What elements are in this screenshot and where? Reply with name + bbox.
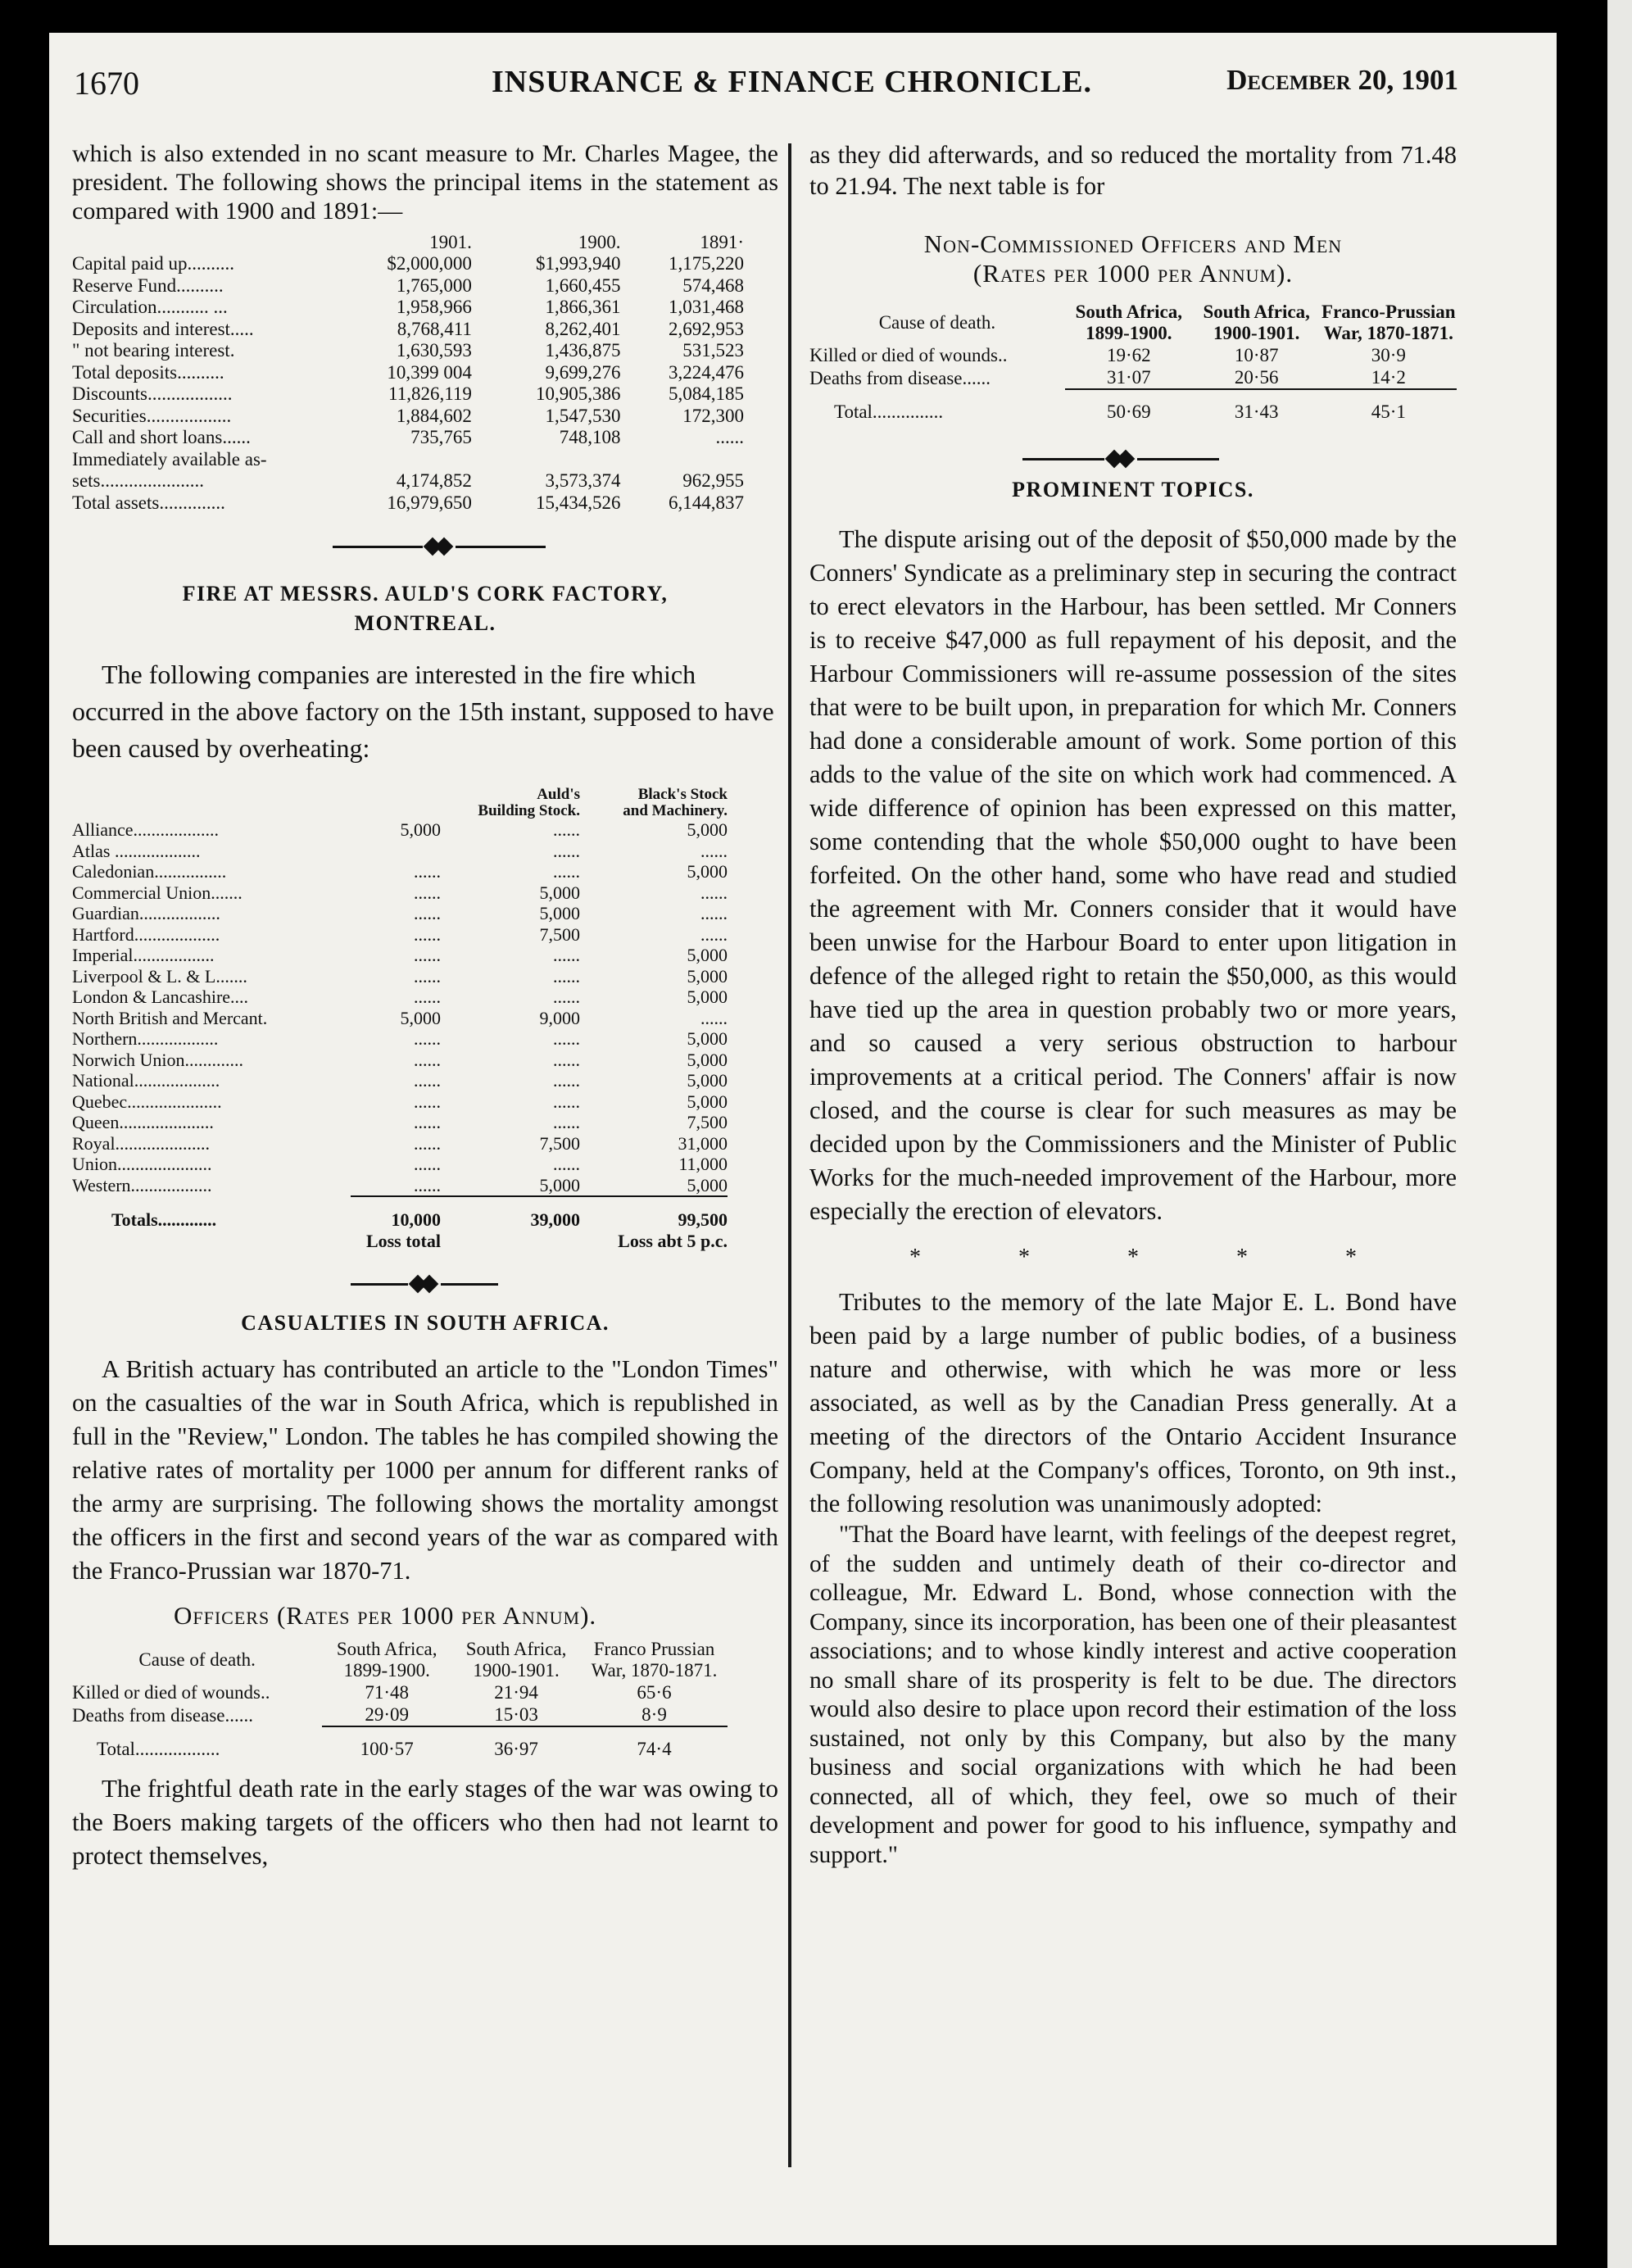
nco-total-c: 45·1 [1371, 401, 1406, 422]
table-row [72, 903, 728, 924]
auld-amount: ...... [414, 965, 441, 987]
value-1901: 1,958,966 [396, 297, 472, 317]
table-row [809, 344, 1457, 366]
auld-amount: ...... [414, 1174, 441, 1195]
table-row [72, 1008, 728, 1029]
black-amount: 5,000 [687, 819, 728, 840]
company-name: Commercial Union....... [72, 882, 243, 903]
value-1891: 2,692,953 [669, 318, 744, 339]
fire-total-c: 99,500 [678, 1209, 728, 1230]
value-1891: 3,224,476 [669, 361, 744, 383]
auld-amount: 5,000 [400, 819, 441, 840]
building-amount: ...... [553, 861, 580, 882]
fire-note-c: Loss abt 5 p.c. [618, 1230, 728, 1251]
value-1891 [620, 449, 744, 471]
auld-amount: ...... [414, 1049, 441, 1070]
building-amount: ...... [553, 1028, 580, 1049]
company-name: Caledonian................ [72, 861, 227, 882]
prominent-topics-heading: PROMINENT TOPICS. [1012, 478, 1254, 501]
fire-companies-table [72, 787, 728, 1251]
table-row [72, 861, 728, 882]
building-amount: ...... [553, 1049, 580, 1070]
building-amount: ...... [553, 1154, 580, 1174]
tribute-paragraph: Tributes to the memory of the late Major E. L. Bond have been paid by a large number of public bodies, of a business nature and otherwise, with which he was more or less associated, as well as by the Canadian Press generally. At a meeting of the directors of the Ontario Accident Insurance Company, held at the Company's offices, Toronto, on 9th inst., the following resolution was unanimously adopted: [809, 1288, 1457, 1517]
value-1900: 1,436,875 [545, 340, 621, 361]
nco-h0: Cause of death. [878, 312, 996, 333]
value-1891: 172,300 [682, 405, 744, 426]
cause-of-death: Deaths from disease...... [72, 1704, 253, 1726]
ornament-divider [72, 1276, 778, 1292]
black-amount: 11,000 [678, 1154, 728, 1174]
casualties-paragraph: A British actuary has contributed an article to the "London Times" on the casualties of the war in South Africa, which is republished in full in the "Review," London. The tables he has compiled showing the relative rates of mortality per 1000 per annum for different ranks of the army are surprising. The following shows the mortality amongst the officers in the first and second years of the war as compared with the Franco-Prussian war 1870-71. [72, 1355, 778, 1585]
continuation-paragraph: as they did afterwards, and so reduced the mortality from 71.48 to 21.94. The next table is for [809, 141, 1457, 200]
cause-of-death: Killed or died of wounds.. [72, 1682, 270, 1703]
row-label: Deposits and interest..... [72, 318, 254, 339]
fire-col-auld-b: Building Stock. [478, 802, 580, 819]
officers-h2: South Africa, 1900-1901. [465, 1639, 567, 1681]
section-stars: * * * * * [909, 1245, 1403, 1270]
company-name: Hartford................... [72, 923, 220, 945]
row-label: Total assets.............. [72, 492, 225, 513]
rate-1899: 71·48 [365, 1682, 410, 1703]
row-label: " not bearing interest. [72, 340, 235, 361]
table-row [72, 924, 728, 946]
building-amount: 5,000 [539, 903, 580, 923]
black-amount: ...... [700, 923, 728, 945]
building-amount: ...... [553, 840, 580, 861]
building-amount: 5,000 [539, 882, 580, 903]
officers-total-c: 74·4 [637, 1739, 672, 1759]
nco-total-a: 50·69 [1106, 401, 1151, 422]
nco-h2: South Africa, 1900-1901. [1203, 302, 1310, 343]
rate-1899: 29·09 [365, 1704, 410, 1725]
company-name: Alliance................... [72, 819, 220, 840]
rate-1870: 8·9 [641, 1704, 667, 1725]
table-row [72, 841, 728, 862]
nco-total-b: 31·43 [1234, 401, 1279, 422]
rate-1899: 19·62 [1106, 345, 1151, 365]
black-amount: ...... [700, 1007, 728, 1028]
building-amount: ...... [553, 819, 580, 840]
company-name: London & Lancashire.... [72, 987, 249, 1007]
officers-h1: South Africa, 1899-1900. [336, 1639, 437, 1681]
value-1901: 735,765 [410, 427, 472, 447]
building-amount: ...... [553, 965, 580, 987]
value-1900: 1,660,455 [545, 274, 621, 296]
rate-1870: 14·2 [1371, 367, 1406, 388]
nco-h1: South Africa, 1899-1900. [1075, 302, 1182, 343]
publication-title: INSURANCE & FINANCE CHRONICLE. [492, 65, 1093, 99]
building-amount: 7,500 [539, 1132, 580, 1154]
auld-amount: ...... [414, 1028, 441, 1049]
officers-h3: Franco Prussian War, 1870-1871. [591, 1639, 718, 1681]
auld-amount: ...... [414, 861, 441, 882]
nco-title-line1: Non-Commissioned Officers and Men [923, 229, 1343, 258]
fire-heading-line1: FIRE AT MESSRS. AULD'S CORK FACTORY, [182, 582, 669, 606]
row-label: Immediately available as- [72, 448, 267, 469]
row-label: Circulation........... ... [72, 297, 228, 317]
table-row [72, 275, 744, 297]
table-row [72, 1703, 728, 1726]
value-1901: 1,884,602 [396, 405, 472, 426]
financial-statement-table [72, 232, 744, 514]
value-1891: 962,955 [682, 470, 744, 491]
black-amount: 5,000 [687, 965, 728, 987]
value-1901: 8,768,411 [397, 318, 472, 339]
rate-1899: 31·07 [1106, 367, 1151, 388]
nco-title-line2: (Rates per 1000 per Annum). [972, 259, 1294, 288]
company-name: North British and Mercant. [72, 1007, 268, 1028]
value-1891: 574,468 [682, 274, 744, 296]
col-1891: 1891· [700, 232, 744, 252]
cause-of-death: Killed or died of wounds.. [809, 345, 1008, 365]
table-row [72, 1154, 728, 1175]
table-row [72, 297, 744, 319]
fire-col-black-b: and Machinery. [623, 802, 728, 819]
table-row [72, 819, 728, 841]
nco-table [809, 302, 1457, 423]
page-number: 1670 [74, 65, 139, 102]
rate-1870: 65·6 [637, 1682, 672, 1703]
table-row [72, 1175, 728, 1197]
rate-1900: 20·56 [1234, 367, 1279, 388]
value-1901: $2,000,000 [387, 253, 472, 274]
value-1900: 3,573,374 [545, 470, 621, 491]
officers-total-b: 36·97 [494, 1739, 538, 1759]
auld-amount: ...... [414, 1132, 441, 1154]
row-label: Discounts.................. [72, 383, 233, 404]
value-1900: $1,993,940 [535, 253, 621, 274]
ornament-divider [809, 451, 1457, 467]
black-amount: ...... [700, 840, 728, 861]
black-amount: 31,000 [678, 1132, 728, 1154]
fire-col-auld-a: Auld's [537, 786, 580, 803]
page-header [74, 64, 1458, 113]
table-row [72, 1112, 728, 1133]
black-amount: 7,500 [687, 1112, 728, 1132]
fire-col-black-a: Black's Stock [637, 786, 728, 803]
officers-title: Officers (Rates per 1000 per Annum). [174, 1601, 597, 1630]
value-1891: 5,084,185 [669, 383, 744, 404]
company-name: Queen..................... [72, 1112, 214, 1132]
building-amount: ...... [553, 1112, 580, 1132]
auld-amount: ...... [414, 1070, 441, 1091]
officers-h0: Cause of death. [138, 1649, 256, 1670]
table-row [72, 449, 744, 471]
company-name: Northern.................. [72, 1028, 219, 1049]
company-name: Union..................... [72, 1154, 212, 1174]
value-1891: ...... [715, 427, 744, 447]
row-label: sets...................... [72, 470, 204, 491]
company-name: Royal..................... [72, 1132, 211, 1154]
rate-1900: 10·87 [1234, 345, 1279, 365]
building-amount: 5,000 [539, 1174, 580, 1195]
table-row [72, 1050, 728, 1071]
table-row [72, 987, 728, 1008]
value-1901: 1,630,593 [396, 340, 472, 361]
fire-heading [72, 579, 778, 638]
issue-date: December 20, 1901 [1226, 64, 1458, 96]
black-amount: 5,000 [687, 861, 728, 882]
fire-note-a: Loss total [365, 1230, 441, 1251]
table-row [72, 1070, 728, 1091]
topics-paragraph: The dispute arising out of the deposit of $50,000 made by the Conners' Syndicate as a preliminary step in securing the contract to erect elevators in the Harbour, has been settled. Mr Conners is to receive $47,000 as full repayment of his deposit, and the Harbour Commissioners will re-assume possession of the sites that were to be built upon, in preparation for which Mr. Conners had done a considerable amount of work. Some portion of this adds to the value of the site on which work had commenced. A wide difference of opinion has been expressed on this matter, some contending that the whole $50,000 ought to have been forfeited. On the other hand, some who have read and studied the agreement with Mr. Conners consider that it would have been unwise for the Harbour Board to enter upon litigation in defence of the alleged right to retain the $50,000, as this would have tied up the area in question probably two or more years, and so caused a very serious obstruction to harbour improvements at a critical period. The Conners' affair is now closed, and the course is clear for such measures as may be decided upon by the Commissioners and the Minister of Public Works for the much-needed improvement of the Harbour, more especially the erection of elevators. [809, 525, 1457, 1225]
building-amount: ...... [553, 1091, 580, 1112]
nco-h3: Franco-Prussian War, 1870-1871. [1321, 302, 1456, 343]
row-label: Reserve Fund.......... [72, 274, 224, 296]
value-1900: 8,262,401 [545, 318, 621, 339]
auld-amount [351, 841, 441, 862]
table-row [72, 383, 744, 406]
intro-paragraph: which is also extended in no scant measure to Mr. Charles Magee, the president. The following shows the principal items in the statement as compared with 1900 and 1891:— [72, 140, 778, 225]
auld-amount: ...... [414, 1091, 441, 1112]
fire-paragraph: The following companies are interested in the fire which occurred in the above factory on the 15th instant, supposed to have been caused by overheating: [72, 660, 774, 763]
rate-1900: 15·03 [494, 1704, 538, 1725]
company-name: Imperial.................. [72, 945, 215, 965]
table-row [72, 1681, 728, 1703]
black-amount: 5,000 [687, 1070, 728, 1091]
company-name: Quebec..................... [72, 1091, 222, 1112]
value-1900: 1,547,530 [545, 405, 621, 426]
auld-amount: ...... [414, 882, 441, 903]
value-1891: 6,144,837 [669, 492, 744, 513]
value-1891: 1,175,220 [669, 253, 744, 274]
black-amount: 5,000 [687, 1049, 728, 1070]
company-name: Liverpool & L. & L....... [72, 965, 247, 987]
auld-amount: ...... [414, 945, 441, 965]
value-1901: 11,826,119 [388, 383, 472, 404]
black-amount: ...... [700, 903, 728, 923]
auld-amount: ...... [414, 903, 441, 923]
value-1900: 1,866,361 [545, 297, 621, 317]
row-label: Securities.................. [72, 405, 232, 426]
closing-paragraph: The frightful death rate in the early stages of the war was owing to the Boers making targets of the officers who then had not learnt to protect themselves, [72, 1774, 778, 1870]
col-1901: 1901. [429, 232, 472, 252]
company-name: Guardian.................. [72, 903, 220, 923]
table-row [72, 470, 744, 492]
black-amount: 5,000 [687, 1091, 728, 1112]
table-row [72, 945, 728, 966]
left-column [72, 139, 778, 1872]
table-row [72, 406, 744, 428]
table-row [72, 966, 728, 987]
black-amount: 5,000 [687, 1028, 728, 1049]
value-1891: 1,031,468 [669, 297, 744, 317]
right-column [809, 139, 1457, 1870]
ornament-divider [72, 538, 778, 555]
black-amount: 5,000 [687, 945, 728, 965]
resolution-paragraph: "That the Board have learnt, with feelings of the deepest regret, of the sudden and untimely death of their co-director and colleague, Mr. Edward L. Bond, whose connection with the Company, since its incorporation, has been one of their pleasantest associations; and to whose kindly interest and active cooperation no small share of its prosperity is felt to be due. The directors would also desire to place upon record their estimation of the loss sustained, not only by this Company, but also by the many business and social organizations with which he had been connected, all of which, they feel, owe so much of their development and power for good to his influence, sympathy and support." [809, 1522, 1457, 1868]
company-name: Western.................. [72, 1175, 212, 1195]
auld-amount: 5,000 [400, 1007, 441, 1028]
table-row [72, 1028, 728, 1050]
black-amount: ...... [700, 882, 728, 903]
nco-total-label: Total............... [834, 401, 944, 422]
table-row [809, 366, 1457, 389]
row-label: Total deposits.......... [72, 361, 224, 383]
table-row [72, 319, 744, 341]
value-1900: 9,699,276 [545, 361, 621, 383]
value-1900: 15,434,526 [535, 492, 621, 513]
row-label: Capital paid up.......... [72, 253, 235, 274]
black-amount: 5,000 [687, 987, 728, 1007]
rate-1870: 30·9 [1371, 345, 1406, 365]
row-label: Call and short loans...... [72, 427, 251, 447]
table-row [72, 492, 744, 515]
auld-amount: ...... [414, 987, 441, 1007]
value-1900: 10,905,386 [535, 383, 621, 404]
auld-amount: ...... [414, 1112, 441, 1132]
officers-total-label: Total.................. [97, 1739, 220, 1759]
company-name: Atlas ................... [72, 840, 201, 861]
page-edge [1607, 0, 1632, 2268]
table-row [72, 1133, 728, 1154]
building-amount: 7,500 [539, 923, 580, 945]
table-row [72, 340, 744, 362]
fire-totals-label: Totals............. [111, 1209, 217, 1230]
table-row [72, 253, 744, 275]
table-row [72, 1091, 728, 1113]
table-row [72, 362, 744, 384]
auld-amount: ...... [414, 923, 441, 945]
casualties-heading: CASUALTIES IN SOUTH AFRICA. [241, 1311, 610, 1335]
value-1891: 531,523 [682, 340, 744, 361]
column-rule [788, 143, 791, 2167]
fire-total-a: 10,000 [391, 1209, 441, 1230]
building-amount: ...... [553, 945, 580, 965]
table-row [72, 427, 744, 449]
value-1901: 10,399 004 [387, 361, 472, 383]
value-1901: 4,174,852 [396, 470, 472, 491]
building-amount: ...... [553, 1070, 580, 1091]
building-amount: 9,000 [539, 1007, 580, 1028]
officers-table [72, 1639, 728, 1760]
cause-of-death: Deaths from disease...... [809, 367, 991, 388]
col-1900: 1900. [578, 232, 621, 252]
value-1901 [353, 449, 472, 471]
fire-heading-line2: MONTREAL. [354, 611, 496, 635]
rate-1900: 21·94 [494, 1682, 538, 1703]
value-1900 [472, 449, 621, 471]
value-1901: 16,979,650 [387, 492, 472, 513]
building-amount: ...... [553, 987, 580, 1007]
value-1901: 1,765,000 [396, 274, 472, 296]
black-amount: 5,000 [687, 1174, 728, 1195]
auld-amount: ...... [414, 1154, 441, 1174]
officers-total-a: 100·57 [360, 1739, 414, 1759]
fire-total-b: 39,000 [530, 1209, 580, 1230]
company-name: Norwich Union............. [72, 1049, 243, 1070]
table-row [72, 882, 728, 904]
company-name: National................... [72, 1070, 220, 1091]
value-1900: 748,108 [559, 427, 621, 447]
